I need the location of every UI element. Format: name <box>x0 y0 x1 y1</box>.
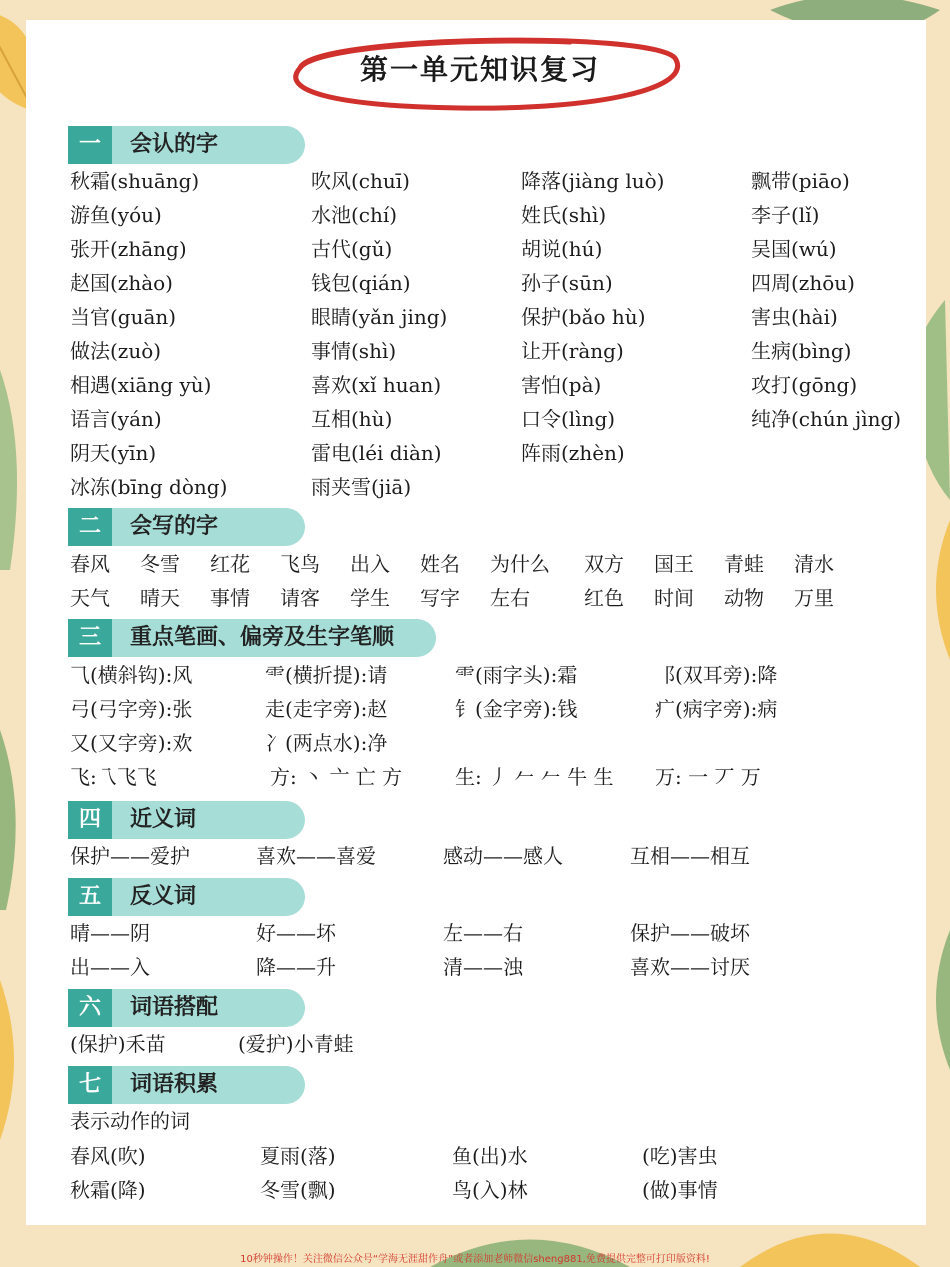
leaf-decoration <box>0 730 28 910</box>
leaf-decoration <box>922 930 950 1070</box>
recognize-word: 雷电(léi diàn) <box>311 441 442 465</box>
write-word: 晴天 <box>140 586 180 610</box>
action-word: 鸟(入)林 <box>452 1178 528 1202</box>
stroke-radical-item: 冫(两点水):净 <box>265 731 388 755</box>
action-word: (吃)害虫 <box>642 1144 718 1168</box>
recognize-word: 吹风(chuī) <box>311 169 410 193</box>
stroke-order-sheng: 生: 丿 𠂉 𠂉 牛 生 <box>455 765 614 789</box>
write-word: 为什么 <box>490 552 550 576</box>
stroke-radical-item: ⻏(双耳旁):降 <box>655 663 778 687</box>
title-block <box>270 28 690 114</box>
section-header-2 <box>68 508 305 546</box>
recognize-word: 口令(lìng) <box>521 407 616 431</box>
stroke-radical-item: ⻗(横折提):请 <box>265 663 388 687</box>
synonym-pair: 喜欢——喜爱 <box>256 844 376 868</box>
recognize-word: 相遇(xiāng yù) <box>70 373 212 397</box>
recognize-word: 阵雨(zhèn) <box>521 441 625 465</box>
stroke-radical-item: 钅(金字旁):钱 <box>455 697 578 721</box>
section-number: 六 <box>68 989 112 1027</box>
section-number: 一 <box>68 126 112 164</box>
stroke-radical-item: ⻗(雨字头):霜 <box>455 663 578 687</box>
synonym-pair: 互相——相互 <box>630 844 750 868</box>
leaf-decoration <box>0 370 28 570</box>
page-title: 第一单元知识复习 <box>359 53 600 86</box>
write-word: 万里 <box>794 586 834 610</box>
section-header-4 <box>68 801 305 839</box>
recognize-word: 做法(zuò) <box>70 339 162 363</box>
write-word: 冬雪 <box>140 552 180 576</box>
write-word: 写字 <box>420 586 460 610</box>
action-word: 鱼(出)水 <box>452 1144 528 1168</box>
action-word: 春风(吹) <box>70 1144 146 1168</box>
section-number: 七 <box>68 1066 112 1104</box>
antonym-pair: 降——升 <box>256 955 336 979</box>
write-word: 姓名 <box>420 552 460 576</box>
recognize-word: 张开(zhāng) <box>70 237 187 261</box>
recognize-word: 游鱼(yóu) <box>70 203 162 227</box>
recognize-word: 古代(gǔ) <box>311 237 393 261</box>
recognize-word: 钱包(qián) <box>311 271 411 295</box>
recognize-word: 孙子(sūn) <box>521 271 613 295</box>
antonym-pair: 晴——阴 <box>70 921 150 945</box>
recognize-word: 阴天(yīn) <box>70 441 157 465</box>
section-title: 重点笔画、偏旁及生字笔顺 <box>130 625 395 650</box>
stroke-order-fei: 飞:乁飞飞 <box>70 765 157 789</box>
section-title: 词语积累 <box>130 1072 219 1097</box>
write-word: 红花 <box>210 552 250 576</box>
recognize-word: 互相(hù) <box>311 407 393 431</box>
section-number: 二 <box>68 508 112 546</box>
write-word: 出入 <box>350 552 390 576</box>
write-word: 国王 <box>654 552 694 576</box>
antonym-pair: 清——浊 <box>443 955 523 979</box>
recognize-word: 降落(jiàng luò) <box>521 169 665 193</box>
recognize-word: 攻打(gōng) <box>751 373 858 397</box>
section-title: 会认的字 <box>130 132 219 157</box>
recognize-word: 害虫(hài) <box>751 305 838 329</box>
synonym-pair: 感动——感人 <box>443 844 563 868</box>
recognize-word: 害怕(pà) <box>521 373 602 397</box>
recognize-word: 保护(bǎo hù) <box>521 305 646 329</box>
action-word: 秋霜(降) <box>70 1178 146 1202</box>
write-word: 飞鸟 <box>280 552 320 576</box>
stroke-radical-item: 弓(弓字旁):张 <box>70 697 193 721</box>
collocation: (爱护)小青蛙 <box>238 1032 354 1056</box>
section-header-5 <box>68 878 305 916</box>
recognize-word: 胡说(hú) <box>521 237 603 261</box>
recognize-word: 秋霜(shuāng) <box>70 169 200 193</box>
action-word: 冬雪(飘) <box>260 1178 336 1202</box>
recognize-word: 李子(lǐ) <box>751 203 820 227</box>
stroke-radical-item: 又(又字旁):欢 <box>70 731 193 755</box>
recognize-word: 飘带(piāo) <box>751 169 850 193</box>
recognize-word: 眼睛(yǎn jing) <box>311 305 448 329</box>
footer-notice: 10秒钟操作！关注微信公众号“学海无涯甜作舟”或者添加老师微信sheng881,免费提供完整可打印版资料! <box>240 1254 710 1265</box>
recognize-word: 喜欢(xǐ huan) <box>311 373 442 397</box>
antonym-pair: 保护——破坏 <box>630 921 750 945</box>
recognize-word: 让开(ràng) <box>521 339 624 363</box>
write-word: 天气 <box>70 586 110 610</box>
section-number: 三 <box>68 619 112 657</box>
recognize-word: 生病(bìng) <box>751 339 852 363</box>
recognize-word: 纯净(chún jìng) <box>751 407 902 431</box>
stroke-radical-item: 走(走字旁):赵 <box>265 697 388 721</box>
synonym-pair: 保护——爱护 <box>70 844 190 868</box>
recognize-word: 水池(chí) <box>311 203 398 227</box>
write-word: 学生 <box>350 586 390 610</box>
recognize-word: 冰冻(bīng dòng) <box>70 475 228 499</box>
recognize-word: 赵国(zhào) <box>70 271 173 295</box>
recognize-word: 雨夹雪(jiā) <box>311 475 412 499</box>
write-word: 左右 <box>490 586 530 610</box>
leaf-decoration <box>0 980 28 1140</box>
antonym-pair: 左——右 <box>443 921 523 945</box>
section-number: 五 <box>68 878 112 916</box>
collocation: (保护)禾苗 <box>70 1032 166 1056</box>
section-header-6 <box>68 989 305 1027</box>
stroke-radical-item: 疒(病字旁):病 <box>655 697 778 721</box>
section-title: 近义词 <box>130 807 197 832</box>
recognize-word: 事情(shì) <box>311 339 397 363</box>
antonym-pair: 好——坏 <box>256 921 336 945</box>
stroke-radical-item: ⺄(横斜钩):风 <box>70 663 193 687</box>
section-title: 词语搭配 <box>130 995 219 1020</box>
section-number: 四 <box>68 801 112 839</box>
section-header-3 <box>68 619 436 657</box>
section-title: 会写的字 <box>130 514 219 539</box>
write-word: 清水 <box>794 552 834 576</box>
write-word: 红色 <box>584 586 624 610</box>
recognize-word: 姓氏(shì) <box>521 203 607 227</box>
section-title: 反义词 <box>130 884 197 909</box>
section-header-7 <box>68 1066 305 1104</box>
action-word: (做)事情 <box>642 1178 718 1202</box>
write-word: 双方 <box>584 552 624 576</box>
recognize-word: 吴国(wú) <box>751 237 837 261</box>
recognize-word: 语言(yán) <box>70 407 162 431</box>
section-header-1 <box>68 126 305 164</box>
action-word: 夏雨(落) <box>260 1144 336 1168</box>
write-word: 动物 <box>724 586 764 610</box>
recognize-word: 当官(guān) <box>70 305 177 329</box>
antonym-pair: 喜欢——讨厌 <box>630 955 750 979</box>
leaf-decoration <box>922 520 950 660</box>
write-word: 春风 <box>70 552 110 576</box>
accumulate-subtitle: 表示动作的词 <box>70 1109 190 1133</box>
write-word: 请客 <box>280 586 320 610</box>
write-word: 青蛙 <box>724 552 764 576</box>
recognize-word: 四周(zhōu) <box>751 271 855 295</box>
write-word: 时间 <box>654 586 694 610</box>
stroke-order-wan: 万: 一 丆 万 <box>655 765 761 789</box>
write-word: 事情 <box>210 586 250 610</box>
stroke-order-fang: 方: 丶 亠 亡 方 <box>270 765 403 789</box>
antonym-pair: 出——入 <box>70 955 150 979</box>
